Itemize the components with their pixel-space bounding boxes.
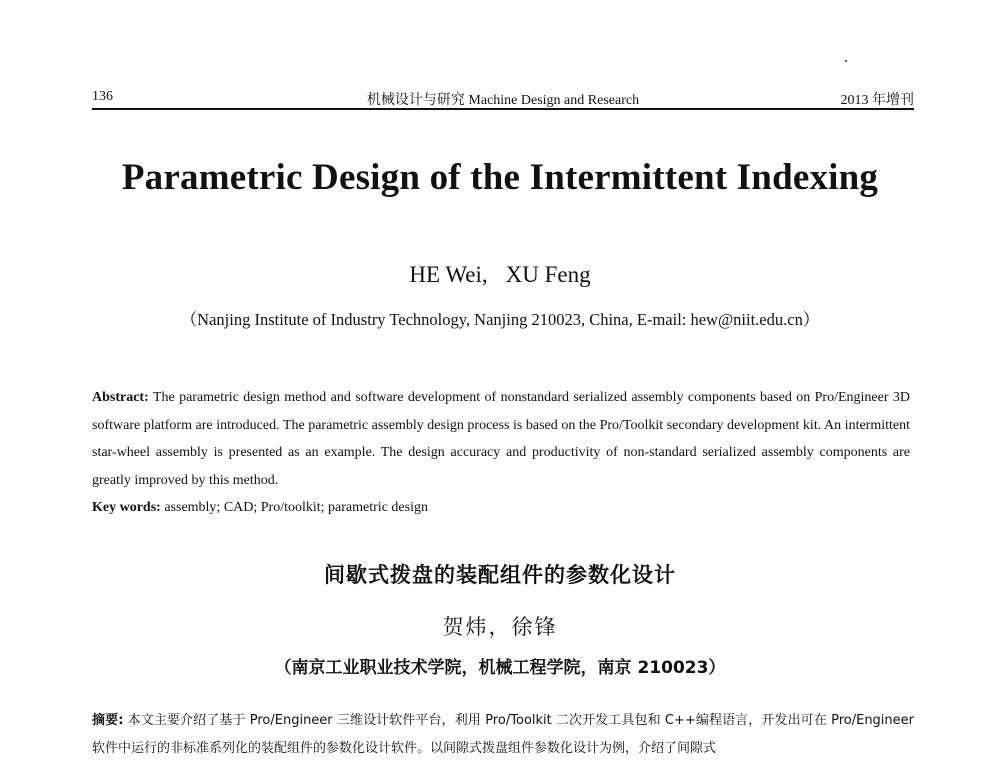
chinese-authors: 贺炜，徐锋 [442,615,558,639]
chinese-abstract-label: 摘要: [92,713,124,728]
journal-name: 机械设计与研究 Machine Design and Research [366,93,640,108]
abstract-text: The parametric design method and software development of nonstandard serialized assembly components based on Pro/Engineer 3D software platform are introduced. The parametric assembly design process is based on the Pro/Toolkit secondary development kit. An intermittent star-wheel assembly is presented as an example. The design accuracy and productivity of non-standard serialized assembly components are greatly improved by this method. [92,390,910,488]
author-2: XU Feng [505,262,591,287]
chinese-abstract-text: 本文主要介绍了基于 Pro/Engineer 三维设计软件平台，利用 Pro/Toolkit 二次开发工具包和 C++编程语言，开发出可在 Pro/Engineer 软件中运行的非标准系列化的装配组件的参数化设计软件。以间隙式拨盘组件参数化设计为例，介绍了间隙式 [92,713,914,756]
paper-title: Parametric Design of the Intermittent Indexing [121,157,879,198]
authors [0,262,1000,288]
affiliation: （Nanjing Institute of Industry Technology, Nanjing 210023, China, E-mail: hew@niit.edu.cn） [180,310,820,329]
scan-speck [845,60,847,62]
issue-year: 2013 年增刊 [840,93,914,108]
chinese-affiliation: （南京工业职业技术学院，机械工程学院，南京 210023） [274,658,726,678]
keywords [92,494,910,521]
abstract-label: Abstract: [92,390,149,405]
keywords-label: Key words: [92,500,161,515]
abstract [92,384,910,494]
page-number: 136 [92,89,113,104]
keywords-text: assembly; CAD; Pro/toolkit; parametric design [164,500,428,515]
running-header [92,86,914,110]
chinese-title: 间歇式拨盘的装配组件的参数化设计 [324,563,676,587]
author-1: HE Wei, [409,262,488,287]
chinese-abstract [92,707,914,763]
